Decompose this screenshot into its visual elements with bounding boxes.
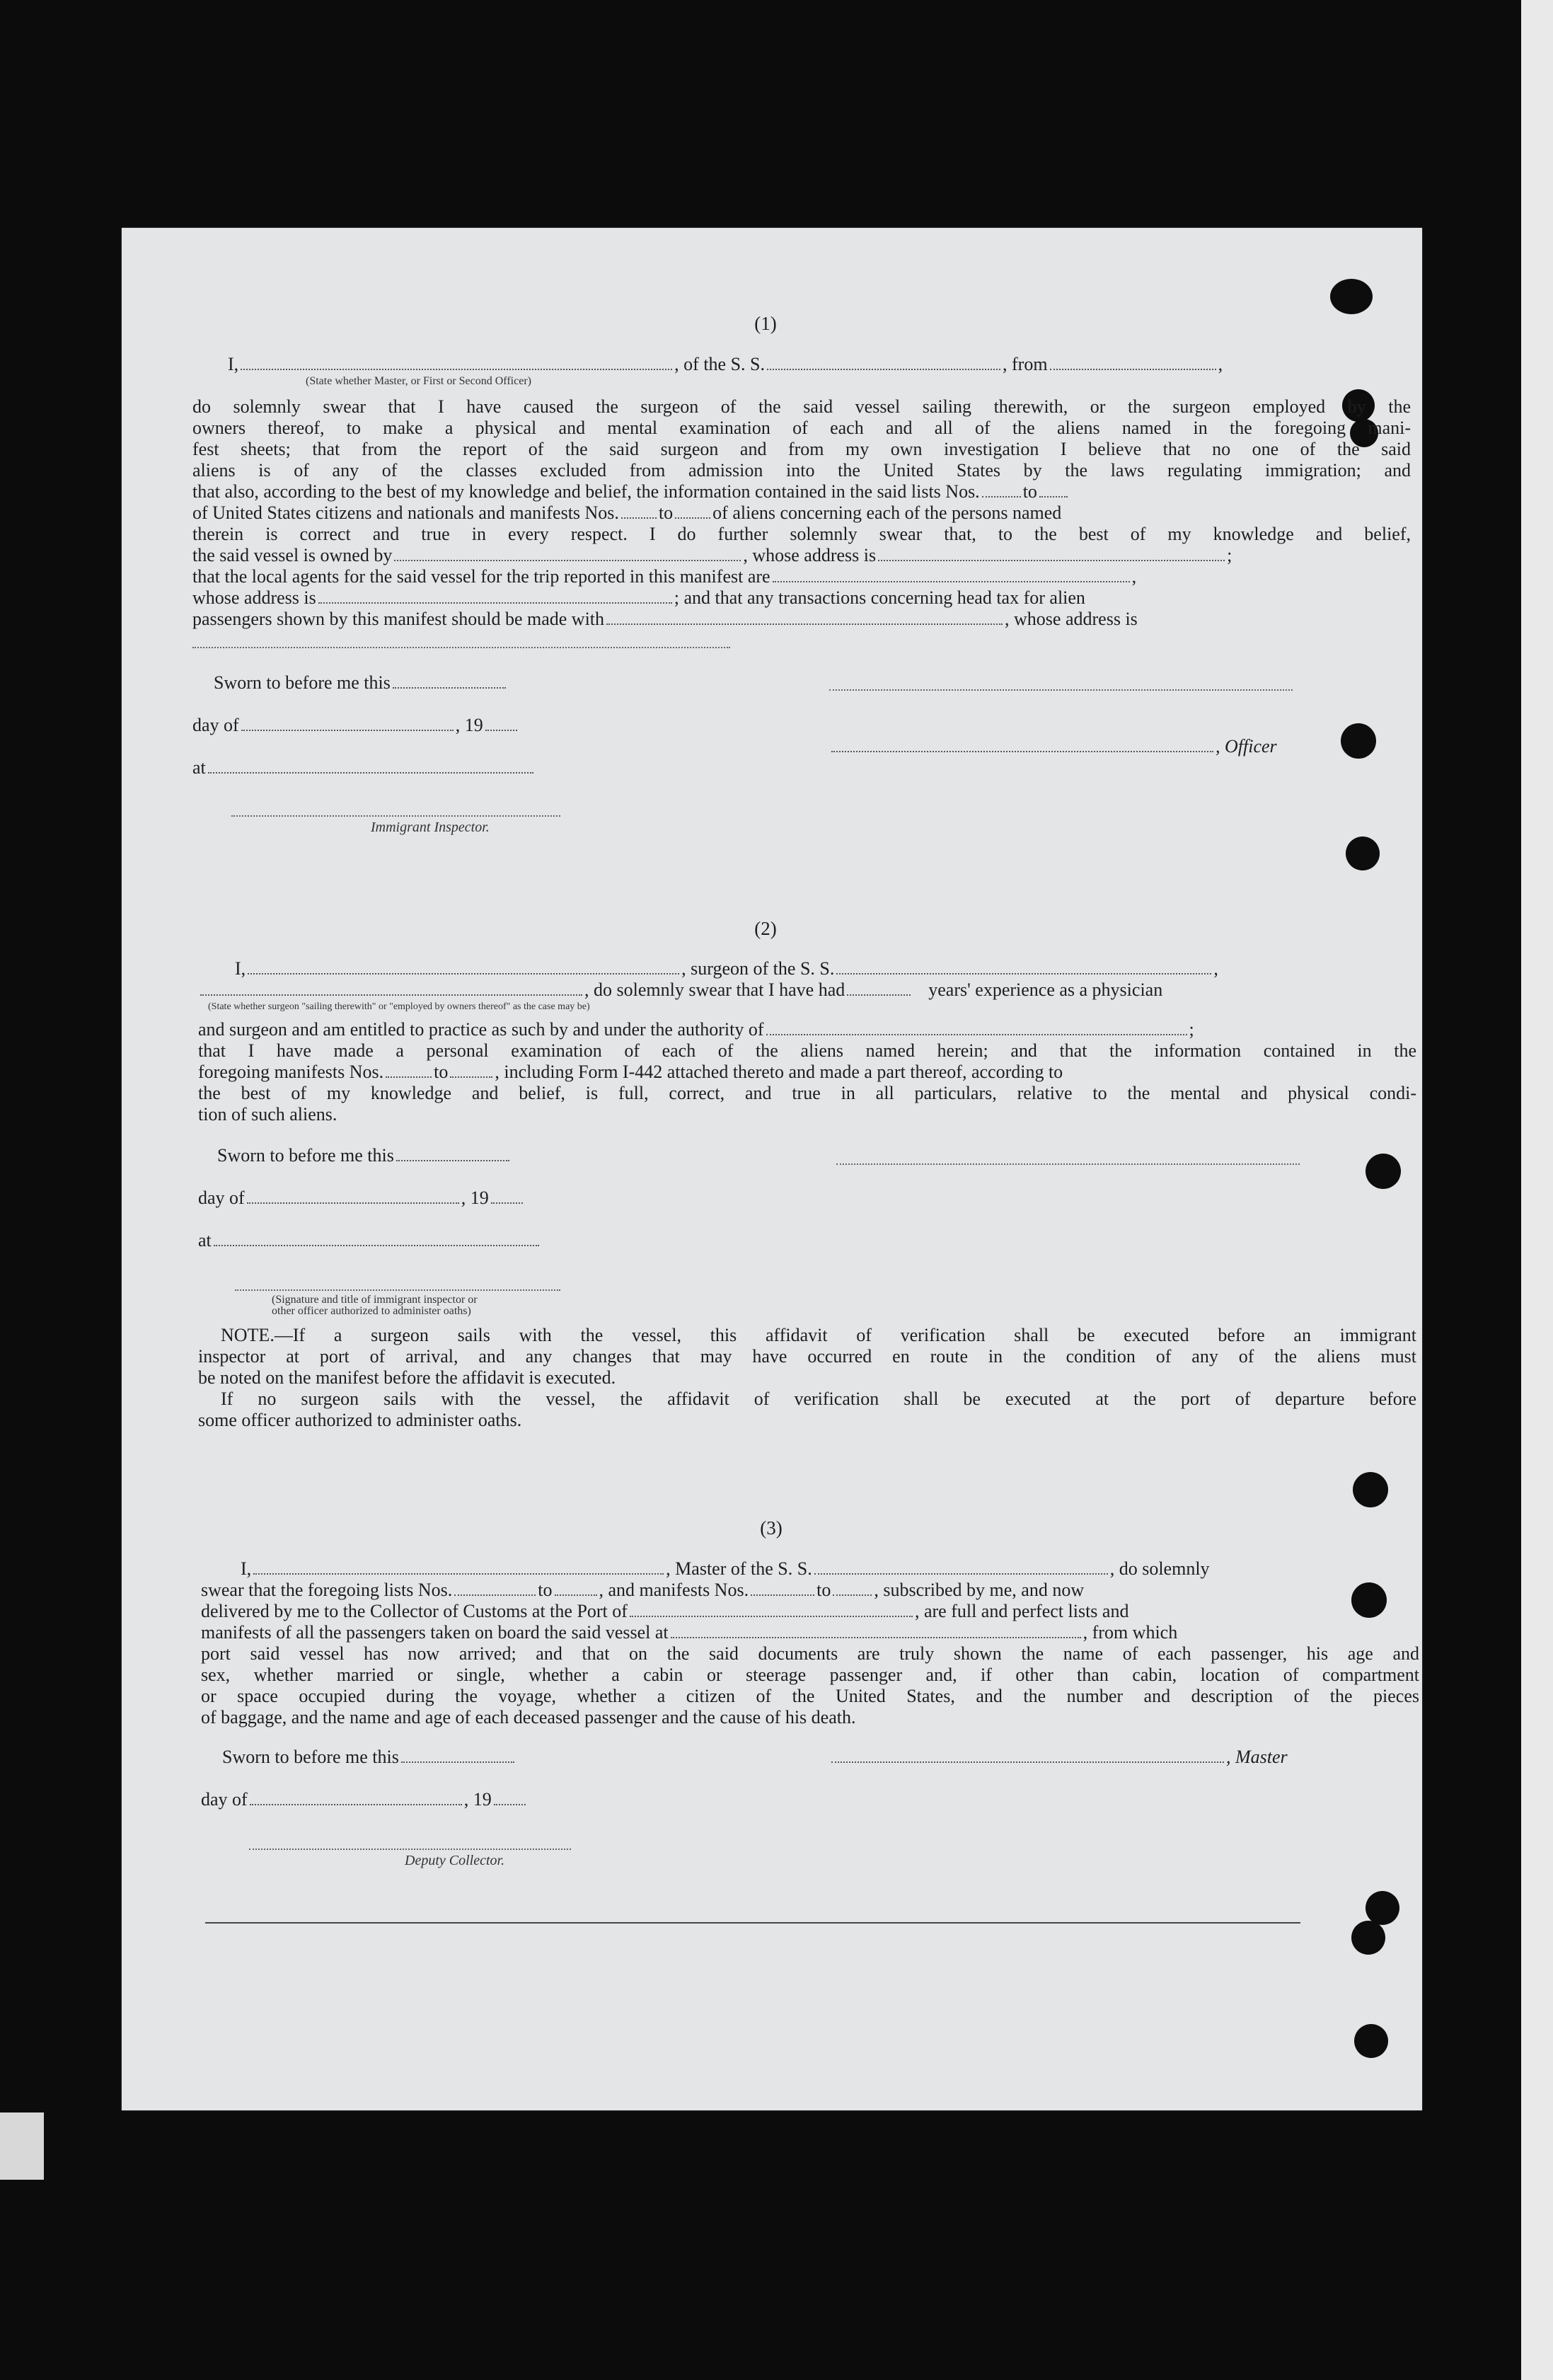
signature-line (829, 689, 1293, 691)
day-line (201, 1789, 528, 1810)
blank-field (401, 1761, 514, 1763)
punch-hole (1354, 2024, 1388, 2058)
text: ; and that any transactions concerning head tax for alien (674, 587, 1085, 608)
blank-field (394, 559, 741, 561)
signature-line (831, 750, 1213, 752)
text: I, (241, 1558, 252, 1579)
note-line: If no surgeon sails with the vessel, the affidavit of verification shall be executed at the port of departure before (221, 1389, 1416, 1409)
blank-field (247, 1202, 459, 1204)
blank-field (766, 1033, 1187, 1035)
sworn-line (214, 672, 508, 694)
blank-field (200, 994, 582, 996)
blank-field (1039, 495, 1068, 498)
surgeon-line (235, 958, 1218, 979)
text: whose address is (192, 587, 316, 608)
body-line: of baggage, and the name and age of each deceased passenger and the cause of his death. (201, 1707, 856, 1727)
body-line: that I have made a personal examination of each of the aliens named herein; and that the information contained in the (198, 1040, 1416, 1061)
note-line: some officer authorized to administer oaths. (198, 1410, 522, 1430)
text: to (816, 1580, 831, 1600)
body-line (192, 481, 1070, 502)
blank-field (491, 1202, 523, 1204)
text: , do solemnly (1109, 1558, 1210, 1579)
body-line (201, 1580, 1084, 1601)
body-line (192, 502, 1061, 524)
body-line: do solemnly swear that I have caused the surgeon of the said vessel sailing therewith, or the surgeon employed by the (192, 396, 1411, 417)
signature-line (231, 815, 560, 817)
text: , and manifests Nos. (599, 1580, 749, 1600)
blank-field (606, 623, 1003, 625)
master-line (241, 1558, 1210, 1580)
text: of United States citizens and nationals and manifests Nos. (192, 502, 619, 523)
blank-field (485, 729, 517, 731)
signature-line (836, 1163, 1300, 1165)
blank-field (982, 495, 1021, 498)
master-signature-line (829, 1747, 1288, 1768)
body-line (192, 587, 1085, 609)
text: at (192, 757, 206, 778)
blank-field (773, 580, 1130, 582)
text: , surgeon of the S. S. (681, 958, 835, 979)
body-line (198, 1019, 1194, 1040)
body-line: owners thereof, to make a physical and mental examination of each and all of the aliens named in the foregoing mani- (192, 418, 1411, 438)
note-line: inspector at port of arrival, and any changes that may have occurred en route in the condition of any of the aliens must (198, 1346, 1416, 1367)
text: , including Form I-442 attached thereto and made a part thereof, according to (495, 1062, 1063, 1082)
blank-field (253, 1573, 664, 1575)
text: delivered by me to the Collector of Customs at the Port of (201, 1601, 628, 1621)
body-line (192, 545, 1232, 566)
text: day of (198, 1188, 245, 1208)
text: that the local agents for the said vessel for the trip reported in this manifest are (192, 566, 770, 587)
section-number: (1) (754, 313, 777, 334)
blank-field (1050, 368, 1216, 370)
blank-field (250, 1803, 462, 1805)
body-line (192, 566, 1136, 587)
master-label: , Master (1226, 1747, 1288, 1767)
blank-field (847, 994, 911, 996)
officer-label: , Officer (1216, 736, 1277, 757)
blank-field (241, 729, 454, 731)
text: of aliens concerning each of the persons named (712, 502, 1062, 523)
text: , 19 (455, 715, 483, 735)
body-line (201, 1601, 1128, 1622)
signature-line (235, 1289, 560, 1291)
blank-field (751, 1594, 814, 1596)
body-line: the best of my knowledge and belief, is full, correct, and true in all particulars, relative to the mental and physical condi- (198, 1083, 1416, 1103)
text: , (1213, 958, 1218, 979)
blank-field (318, 602, 672, 604)
text: passengers shown by this manifest should be made with (192, 609, 605, 629)
body-line: or space occupied during the voyage, whether a citizen of the United States, and the number and description of the pieces (201, 1686, 1419, 1706)
blank-field (833, 1594, 872, 1596)
note-line: NOTE.—If a surgeon sails with the vessel, this affidavit of verification shall be executed before an immigrant (221, 1325, 1416, 1345)
signature-caption: other officer authorized to administer oaths) (272, 1305, 471, 1317)
blank-field (393, 686, 506, 689)
text: Sworn to before me this (217, 1145, 394, 1166)
body-line: tion of such aliens. (198, 1104, 337, 1125)
punch-hole (1330, 279, 1373, 314)
text: , whose address is (743, 545, 877, 565)
blank-field (454, 1594, 536, 1596)
text: , from (1003, 354, 1048, 374)
text: Sworn to before me this (222, 1747, 399, 1767)
body-line: sex, whether married or single, whether a cabin or steerage passenger and, if other than cabin, location of compartment (201, 1665, 1419, 1685)
blank-field (878, 559, 1225, 561)
blank-field (671, 1636, 1081, 1638)
at-line (192, 757, 536, 778)
blank-field (836, 972, 1211, 975)
sworn-line (222, 1747, 516, 1768)
punch-hole (1366, 1891, 1399, 1925)
section-number: (3) (760, 1517, 783, 1539)
text: I, (235, 958, 246, 979)
text: foregoing manifests Nos. (198, 1062, 384, 1082)
declarant-line: I, , of the S. S. , from , (228, 354, 1223, 374)
text: at (198, 1230, 212, 1251)
section-number: (2) (754, 918, 777, 939)
text: I, (228, 354, 239, 374)
body-line: therein is correct and true in every respect. I do further solemnly swear that, to the best of my knowledge and belief, (192, 524, 1411, 544)
punch-hole (1341, 723, 1376, 759)
inspector-caption: Immigrant Inspector. (371, 820, 490, 835)
punch-hole (1351, 1582, 1387, 1618)
body-line (201, 1622, 1177, 1643)
field-hint: (State whether surgeon "sailing therewith" or "employed by owners thereof" as the case may be) (208, 1001, 590, 1012)
deputy-caption: Deputy Collector. (405, 1853, 505, 1868)
text: day of (201, 1789, 248, 1810)
day-line (192, 715, 519, 736)
text: ; (1227, 545, 1232, 565)
blank-field (214, 1244, 539, 1246)
bottom-rule (205, 1922, 1300, 1924)
blank-field (248, 972, 679, 975)
text: to (658, 502, 674, 523)
blank-field (675, 517, 710, 519)
text: , whose address is (1005, 609, 1138, 629)
text: the said vessel is owned by (192, 545, 393, 565)
text: to (1022, 481, 1037, 502)
blank-field (814, 1573, 1108, 1575)
text: ; (1189, 1019, 1194, 1040)
blank-field (555, 1594, 597, 1596)
officer-line (829, 736, 1277, 757)
blank-field (386, 1076, 432, 1078)
blank-field (494, 1803, 526, 1805)
punch-hole (1366, 1154, 1401, 1189)
text: years' experience as a physician (928, 979, 1163, 1000)
blank-field (396, 1159, 509, 1161)
punch-hole (1346, 837, 1380, 870)
blank-field (192, 647, 730, 648)
text: manifests of all the passengers taken on board the said vessel at (201, 1622, 669, 1643)
text: to (538, 1580, 553, 1600)
signature-line (249, 1849, 571, 1850)
text: , are full and perfect lists and (914, 1601, 1129, 1621)
sworn-line (217, 1145, 512, 1166)
at-line (198, 1230, 541, 1251)
experience-line (198, 979, 1162, 1001)
blank-field (450, 1076, 492, 1078)
blank-field (621, 517, 657, 519)
signature-caption: (Signature and title of immigrant inspector or (272, 1294, 478, 1306)
text: , of the S. S. (674, 354, 766, 374)
text: , from which (1083, 1622, 1178, 1643)
text: day of (192, 715, 239, 735)
signature-line (831, 1761, 1224, 1763)
scanner-edge-strip (1521, 0, 1553, 2380)
manifest-affidavit-page (122, 228, 1422, 2110)
field-hint: (State whether Master, or First or Second Officer) (306, 375, 531, 387)
punch-hole (1353, 1472, 1388, 1507)
blank-field (630, 1615, 913, 1617)
text: , subscribed by me, and now (874, 1580, 1085, 1600)
body-line (192, 609, 1138, 630)
blank-field (767, 368, 1000, 370)
day-line (198, 1188, 525, 1209)
text: Sworn to before me this (214, 672, 391, 693)
body-line: aliens is of any of the classes excluded from admission into the United States by the laws regulating immigration; and (192, 460, 1411, 481)
punch-hole (1351, 1921, 1385, 1955)
text: , (1131, 566, 1137, 587)
note-line: be noted on the manifest before the affidavit is executed. (198, 1367, 616, 1388)
body-line: port said vessel has now arrived; and that on the said documents are truly shown the name of each passenger, his age and (201, 1643, 1419, 1664)
blank-field (241, 368, 672, 370)
blank-field (208, 771, 533, 774)
text: , 19 (463, 1789, 492, 1810)
text: to (434, 1062, 449, 1082)
text: , 19 (461, 1188, 489, 1208)
text: , Master of the S. S. (666, 1558, 812, 1579)
text: and surgeon and am entitled to practice as such by and under the authority of (198, 1019, 764, 1040)
body-line: fest sheets; that from the report of the said surgeon and from my own investigation I believe that no one of the said (192, 439, 1411, 459)
text: that also, according to the best of my knowledge and belief, the information contained in the said lists Nos. (192, 481, 980, 502)
body-line (198, 1062, 1063, 1083)
scanner-edge-strip-left (0, 2112, 44, 2180)
text: , do solemnly swear that I have had (584, 979, 845, 1000)
text: swear that the foregoing lists Nos. (201, 1580, 453, 1600)
